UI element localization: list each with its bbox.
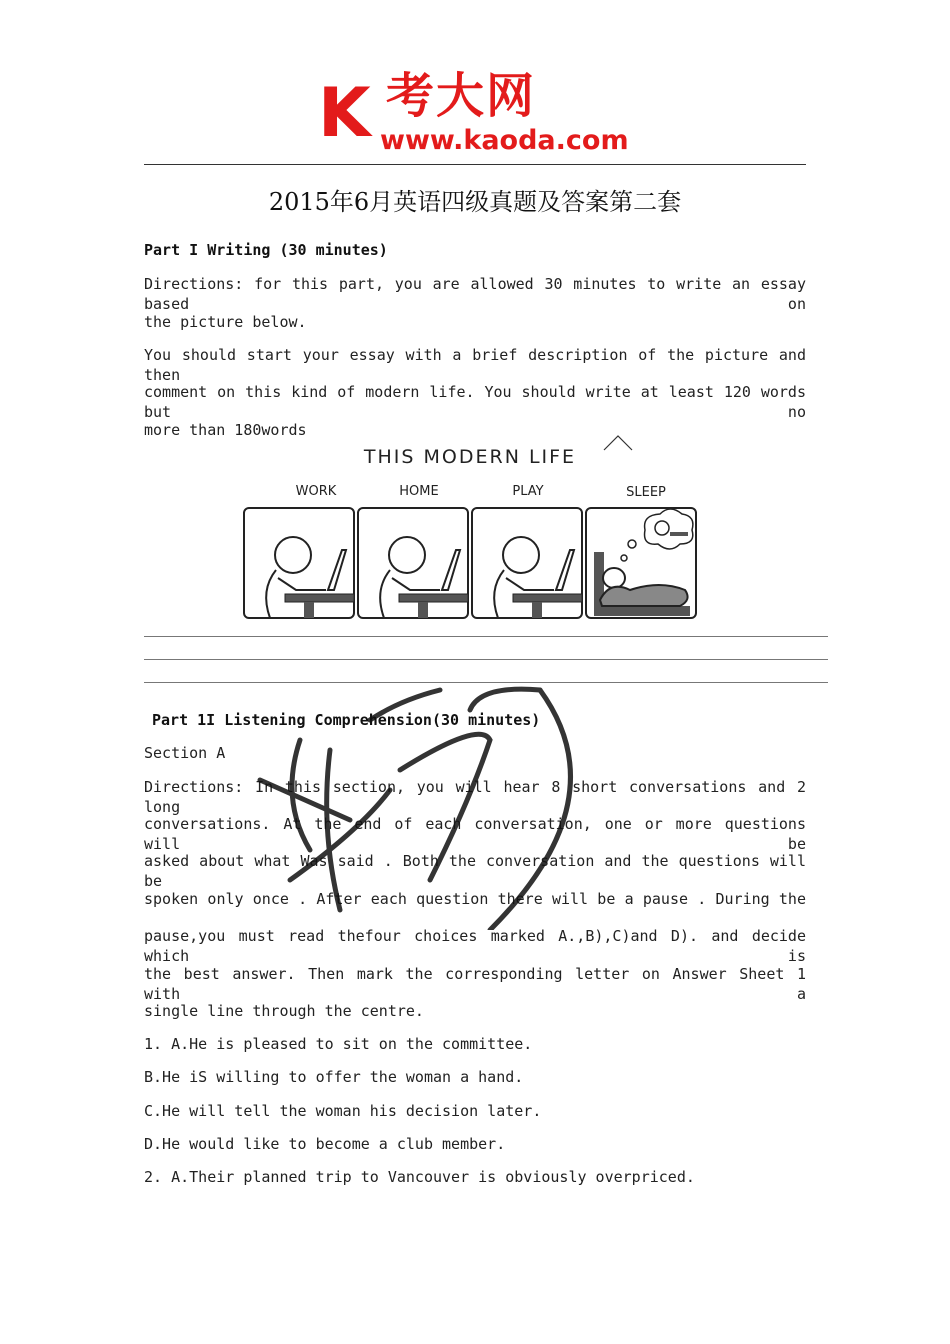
panel-label-sleep: SLEEP: [626, 485, 666, 500]
panel-label-work: WORK: [295, 484, 337, 499]
answer-line: [144, 636, 828, 637]
panel-label-play: PLAY: [512, 484, 544, 499]
panel-home: [358, 508, 468, 618]
logo-k-letter: K: [318, 74, 371, 153]
part1-instruction-line: You should start your essay with a brief description of the picture and then: [144, 346, 806, 384]
section-a-label: Section A: [144, 744, 226, 762]
part2-directions-line: asked about what Was said . Both the conversation and the questions will be: [144, 852, 806, 890]
part1-directions-line: the picture below.: [144, 313, 307, 331]
modern-life-cartoon: [230, 430, 710, 630]
logo-chinese-name: 考大网: [386, 68, 537, 124]
part1-directions-line: Directions: for this part, you are allowed 30 minutes to write an essay based on: [144, 275, 806, 313]
panel-label-home: HOME: [399, 484, 439, 499]
answer-line: [144, 659, 828, 660]
question-option: B.He iS willing to offer the woman a hand.: [144, 1068, 524, 1086]
part2-heading: Part 1I Listening Comprehension(30 minutes): [152, 711, 541, 729]
question-option: 1. A.He is pleased to sit on the committee.: [144, 1035, 533, 1053]
part2-directions-line: pause,you must read thefour choices marked A.,B),C)and D). and decide which is: [144, 927, 806, 965]
part2-directions-line: conversations. At the end of each conversation, one or more questions will be: [144, 815, 806, 853]
caret-mark: [604, 436, 632, 450]
part1-instruction-line: more than 180words: [144, 421, 307, 439]
logo-url: www.kaoda.com: [380, 125, 629, 156]
question-option: 2. A.Their planned trip to Vancouver is obviously overpriced.: [144, 1168, 695, 1186]
cartoon-title: THIS MODERN LIFE: [363, 446, 577, 468]
question-option: D.He would like to become a club member.: [144, 1135, 506, 1153]
panel-sleep: [586, 508, 696, 618]
part1-instruction-line: comment on this kind of modern life. You should write at least 120 words but no: [144, 383, 806, 421]
part2-directions-line: the best answer. Then mark the corresponding letter on Answer Sheet 1 with a: [144, 965, 806, 1003]
page-title: 2015年6月英语四级真题及答案第二套: [268, 188, 682, 216]
panel-work: [244, 508, 354, 618]
answer-line: [144, 682, 828, 683]
part2-directions-line: single line through the centre.: [144, 1002, 424, 1020]
question-option: C.He will tell the woman his decision later.: [144, 1102, 542, 1120]
panel-play: [472, 508, 582, 618]
part1-heading: Part I Writing (30 minutes): [144, 241, 388, 259]
part2-directions-line: Directions: In this section, you will hear 8 short conversations and 2 long: [144, 778, 806, 816]
header-divider: [144, 164, 806, 165]
site-logo: [318, 70, 638, 165]
part2-directions-line: spoken only once . After each question there will be a pause . During the: [144, 890, 806, 908]
